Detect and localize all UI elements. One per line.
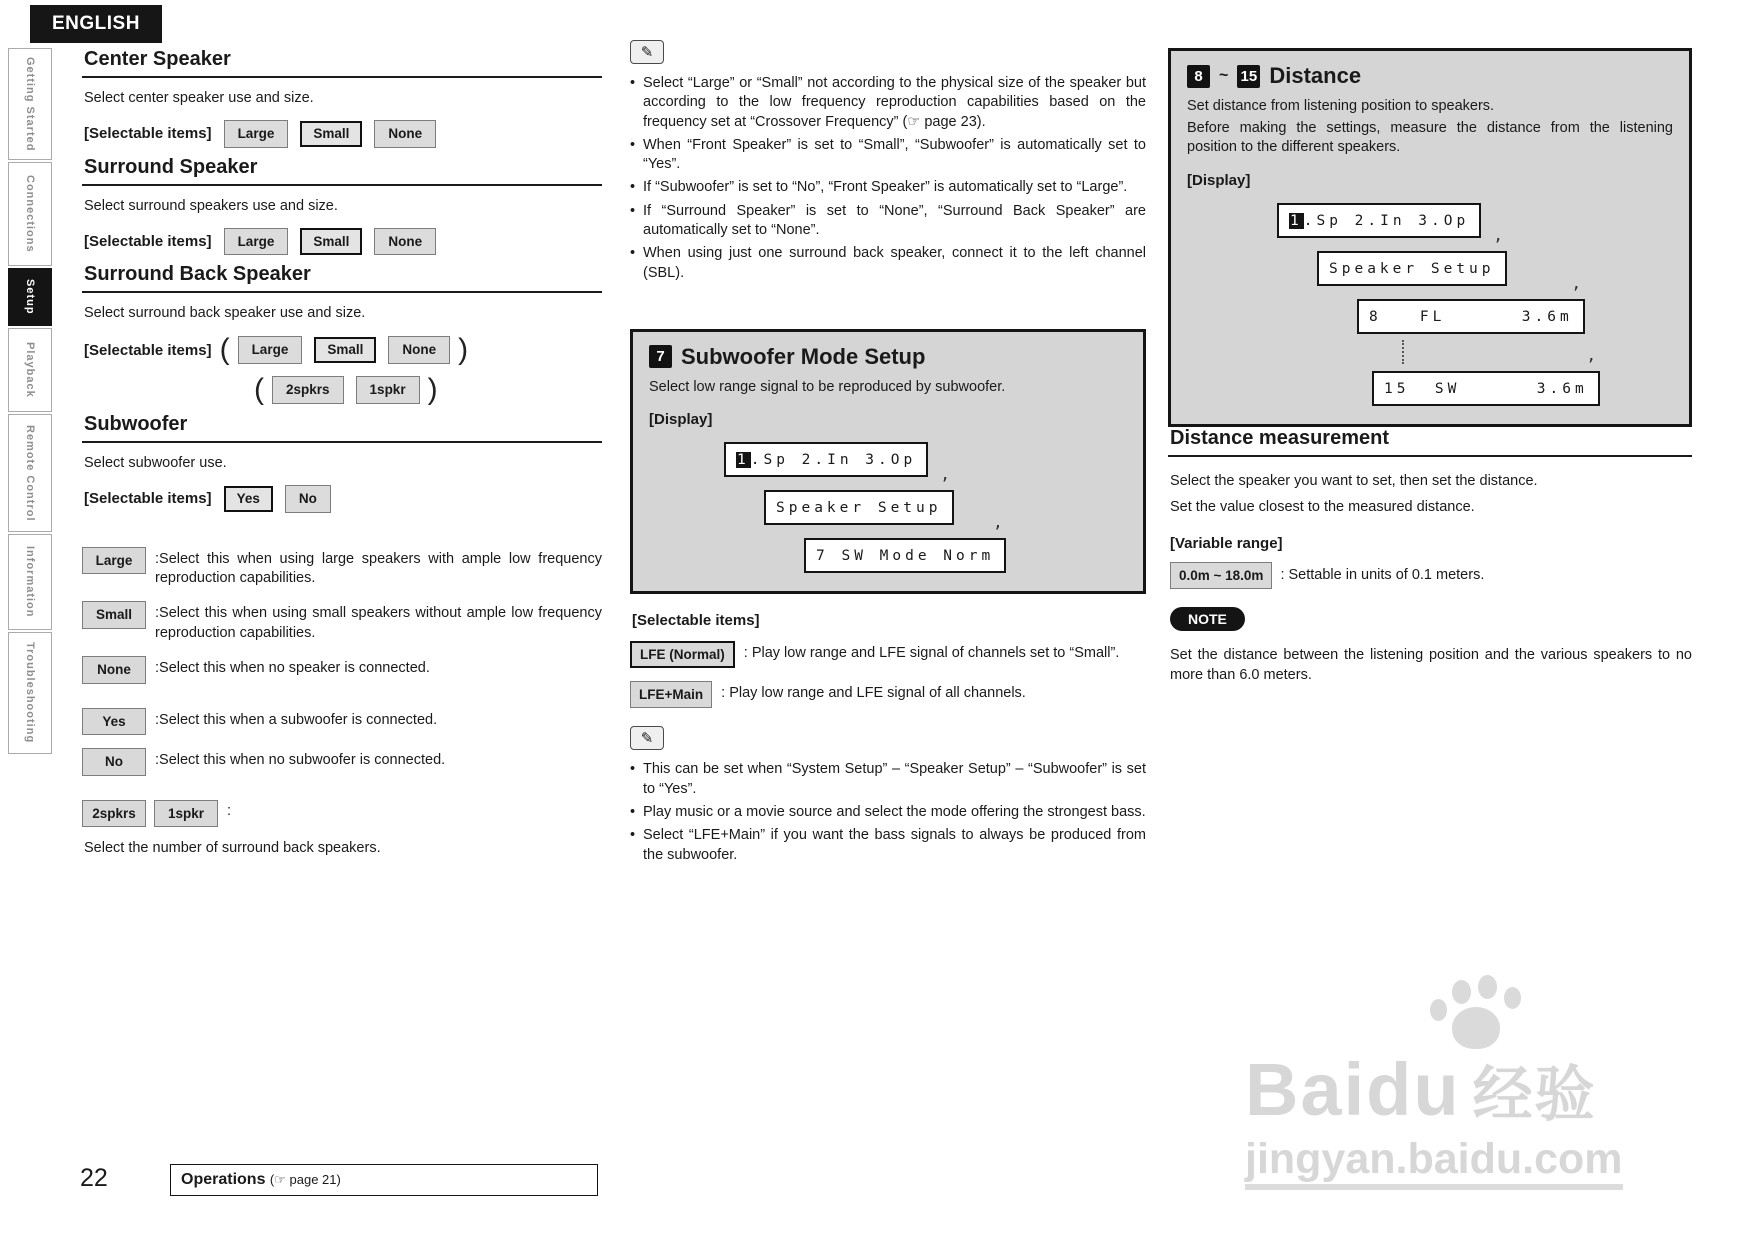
definition-large [82,547,602,589]
note-item: • This can be set when “System Setup” – “Speaker Setup” – “Subwoofer” is set to “Yes”. [630,760,1146,799]
sidebar-tab-label: Information [24,546,36,618]
subwoofer-desc: Select subwoofer use. [84,455,227,471]
operations-page-ref: (☞ page 21) [269,1172,341,1187]
sidebar-tab-setup [8,268,52,326]
definition-label: Small [82,601,146,629]
section-title-surround-back-speaker: Surround Back Speaker [82,263,602,293]
option-small: Small [300,228,362,255]
option-no: No [285,485,331,513]
lcd-display-menu [724,442,928,477]
range-text: : Settable in units of 0.1 meters. [1280,567,1485,584]
operations-label: Operations [181,1171,266,1188]
section-title-center-speaker: Center Speaker [82,48,602,78]
range-tilde: ~ [1219,67,1229,84]
paren-close: ) [427,373,438,406]
display-label: [Display] [1187,171,1251,189]
box-header [1187,63,1673,89]
watermark-brand-cn: 经验 [1472,1061,1597,1128]
note-item: • Select “LFE+Main” if you want the bass signals to always be produced from the subwoofer. [630,826,1146,865]
column-right [1168,48,1692,685]
lcd-display-menu [1277,203,1481,238]
sidebar-tab-label: Remote Control [24,424,36,522]
definition-text: :Select this when no subwoofer is connected. [155,752,446,769]
pencil-note-icon: ✎ [630,726,664,750]
box-desc: Select low range signal to be reproduced by subwoofer. [649,378,1006,395]
surround-speaker-options [84,228,602,256]
lcd-display-sw-mode: 7 SW Mode Norm ’ [804,538,1006,573]
definition-colon: : [227,802,232,819]
center-speaker-desc: Select center speaker use and size. [84,90,314,106]
subwoofer-options [84,485,602,513]
sidebar-tab-label: Getting Started [24,56,36,152]
operations-reference-box [170,1164,598,1196]
option-small: Small [314,337,376,364]
definition-spkrs [82,800,602,828]
definition-text: : Play low range and LFE signal of channels set to “Small”. [743,645,1120,662]
subwoofer-mode-setup-box [630,329,1146,595]
lcd-display-speaker-setup: Speaker Setup ’ [1317,251,1507,286]
surround-back-options-row1 [84,335,602,365]
note-item: • If “Subwoofer” is set to “No”, “Front Speaker” is automatically set to “Large”. [630,178,1146,197]
definition-lfe-main [630,681,1146,709]
definition-no [82,748,602,776]
lcd-text: .Sp 2.In 3.Op [1303,212,1470,229]
option-yes: Yes [224,486,273,513]
definition-label: 2spkrs [82,800,146,828]
section-title-surround-speaker: Surround Speaker [82,156,602,186]
selectable-items-label: [Selectable items] [84,341,212,359]
option-none: None [388,336,450,364]
option-large: Large [224,228,289,256]
box-header [649,344,1127,370]
measurement-p2: Set the value closest to the measured distance. [1170,498,1475,515]
step-number-badge: 7 [649,345,672,368]
box-title: Distance [1269,63,1362,88]
definition-yes [82,708,602,736]
center-speaker-options [84,120,602,148]
note-text: Set the distance between the listening position and the various speakers to no more than 6.0 meters. [1170,647,1692,684]
definition-label: LFE+Main [630,681,712,709]
definition-text: : Play low range and LFE signal of all channels. [721,684,1026,701]
definition-label: Large [82,547,146,575]
lcd-display-speaker-setup: Speaker Setup ’ [764,490,954,525]
variable-range-label: [Variable range] [1170,534,1283,552]
sidebar-tab-label: Setup [24,279,36,315]
paren-open: ( [219,333,230,366]
option-1spkr: 1spkr [356,376,420,404]
selectable-items-label: [Selectable items] [632,612,760,630]
option-none: None [374,228,436,256]
definition-label: LFE (Normal) [630,641,735,668]
page-number: 22 [80,1164,108,1192]
note-item: • Select “Large” or “Small” not according to the physical size of the speaker but according to the low frequency reproduction capabilities based on the frequency set at “Crossover Frequency” (☞ page 23). [630,74,1146,132]
definitions-list [82,547,602,857]
paren-close: ) [458,333,469,366]
definition-label: Yes [82,708,146,736]
option-large: Large [224,120,289,148]
box-desc-2: Before making the settings, measure the distance from the listening position to the different speakers. [1187,119,1673,156]
watermark-brand-latin: Baidu [1245,1048,1461,1131]
lcd-display-fl-distance: 8 FL 3.6m ’ [1357,299,1585,334]
range-badge: 0.0m ~ 18.0m [1170,562,1272,590]
note-item: • When “Front Speaker” is set to “Small”, “Subwoofer” is automatically set to “Yes”. [630,136,1146,175]
surround-speaker-desc: Select surround speakers use and size. [84,197,338,214]
definition-label: No [82,748,146,776]
surround-back-options-row2 [254,373,602,406]
option-2spkrs: 2spkrs [272,376,344,404]
definition-label: None [82,656,146,684]
note-badge: NOTE [1170,607,1245,631]
box-desc-1: Set distance from listening position to speakers. [1187,98,1495,114]
lcd-display-sw-distance: 15 SW 3.6m ’ [1372,371,1600,406]
option-none: None [374,120,436,148]
note-item: • When using just one surround back speaker, connect it to the left channel (SBL). [630,244,1146,283]
column-left [82,48,602,856]
sidebar-tab-remote-control [8,414,52,532]
paw-icon [1430,975,1715,1053]
definition-text: :Select this when no speaker is connected. [155,660,430,677]
note-item: • Play music or a movie source and select the mode offering the strongest bass. [630,803,1146,822]
option-small: Small [300,121,362,148]
definition-small [82,601,602,643]
sidebar-tab-information [8,534,52,630]
selectable-items-label: [Selectable items] [84,490,212,508]
box-title: Subwoofer Mode Setup [681,343,926,369]
watermark-brand [1245,1048,1715,1131]
measurement-p1: Select the speaker you want to set, then set the distance. [1170,472,1538,489]
distance-box [1168,48,1692,427]
sidebar-tab-playback [8,328,52,412]
step-number-badge-8: 8 [1187,65,1210,88]
sidebar-tab-troubleshooting [8,632,52,754]
selectable-items-label: [Selectable items] [84,125,212,143]
column-middle [630,40,1146,869]
lcd-ellipsis-connector [1402,340,1404,364]
notes-list-1 [630,74,1146,283]
sidebar-tab-label: Connections [24,175,36,253]
variable-range-row [1170,562,1692,590]
watermark-url: jingyan.baidu.com [1245,1135,1623,1190]
step-number-badge-15: 15 [1237,65,1260,88]
spkrs-definition-text: Select the number of surround back speakers. [84,840,381,857]
display-label: [Display] [649,411,713,429]
sidebar-tab-label: Troubleshooting [24,642,36,744]
notes-list-2 [630,760,1146,864]
option-large: Large [238,336,303,364]
language-tab: ENGLISH [30,5,162,43]
surround-back-speaker-desc: Select surround back speaker use and size. [84,305,366,321]
sidebar [8,48,52,754]
lcd-selected-digit: 1 [1290,212,1303,229]
paren-open: ( [254,373,264,406]
section-title-distance-measurement: Distance measurement [1168,427,1692,457]
sidebar-tab-getting-started [8,48,52,160]
sidebar-tab-label: Playback [24,342,36,398]
note-item: • If “Surround Speaker” is set to “None”, “Surround Back Speaker” are automatically set to “None”. [630,202,1146,241]
lcd-selected-digit: 1 [737,452,750,469]
definition-lfe-normal [630,641,1146,668]
definition-text: :Select this when a subwoofer is connected. [155,711,438,728]
lcd-text: .Sp 2.In 3.Op [750,452,917,469]
section-title-subwoofer: Subwoofer [82,413,602,443]
sidebar-tab-connections [8,162,52,266]
pencil-note-icon: ✎ [630,40,664,64]
definition-none [82,656,602,684]
definition-text: :Select this when using small speakers without ample low frequency reproduction capabilities. [155,605,602,641]
baidu-watermark [1245,975,1715,1190]
definition-text: :Select this when using large speakers with ample low frequency reproduction capabilities. [155,550,602,586]
definition-label: 1spkr [154,800,218,828]
selectable-items-label: [Selectable items] [84,232,212,250]
